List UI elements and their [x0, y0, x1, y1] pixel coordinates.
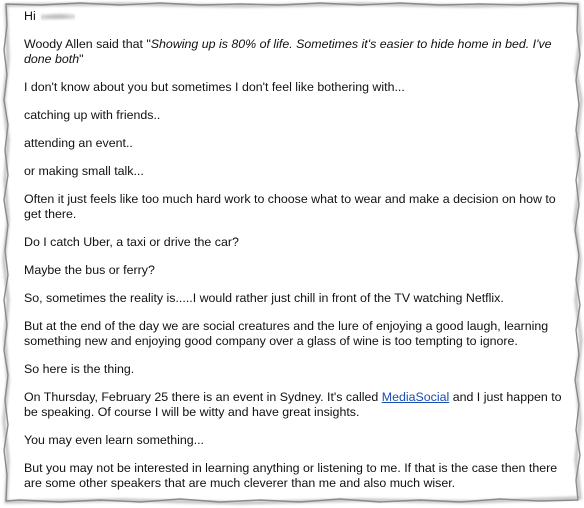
paragraph-11 — [24, 390, 568, 420]
paragraph-9: But at the end of the day we are social creatures and the lure of enjoying a good laugh, learning something new and enjoying good company over a glass of wine is too tempting to ignore. — [24, 319, 549, 348]
email-body — [24, 9, 568, 504]
paragraph-6: Do I catch Uber, a taxi or drive the car? — [24, 235, 239, 249]
paragraph-1: I don't know about you but sometimes I don't feel like bothering with... — [24, 80, 405, 94]
paragraph-10: So here is the thing. — [24, 362, 135, 376]
paragraph-13: But you may not be interested in learning anything or listening to me. If that is the case then there are some other speakers that are much cleverer than me and also much wiser. — [24, 461, 558, 490]
greeting: Hi — [24, 9, 36, 23]
paragraph-3: attending an event.. — [24, 136, 133, 150]
intro-suffix: " — [79, 52, 84, 66]
intro-prefix: Woody Allen said that " — [24, 37, 151, 51]
greeting-line — [24, 9, 568, 24]
paragraph-11-before: On Thursday, February 25 there is an event in Sydney. It's called — [24, 390, 382, 404]
paragraph-5: Often it just feels like too much hard work to choose what to wear and make a decision on how to get there. — [24, 192, 556, 221]
paragraph-11-after: and I just happen to be speaking. Of course I will be witty and have great insights. — [24, 390, 562, 419]
intro-paragraph — [24, 37, 568, 67]
paragraph-4: or making small talk... — [24, 164, 144, 178]
paragraph-8: So, sometimes the reality is.....I would rather just chill in front of the TV watching Netflix. — [24, 291, 504, 305]
quote-text: Showing up is 80% of life. Sometimes it's easier to hide home in bed. I've done both — [24, 37, 552, 66]
paragraph-7: Maybe the bus or ferry? — [24, 263, 155, 277]
paragraph-12: You may even learn something... — [24, 433, 205, 447]
paragraph-2: catching up with friends.. — [24, 108, 161, 122]
redacted-name — [41, 12, 75, 21]
mediasocial-link[interactable]: MediaSocial — [381, 390, 450, 404]
